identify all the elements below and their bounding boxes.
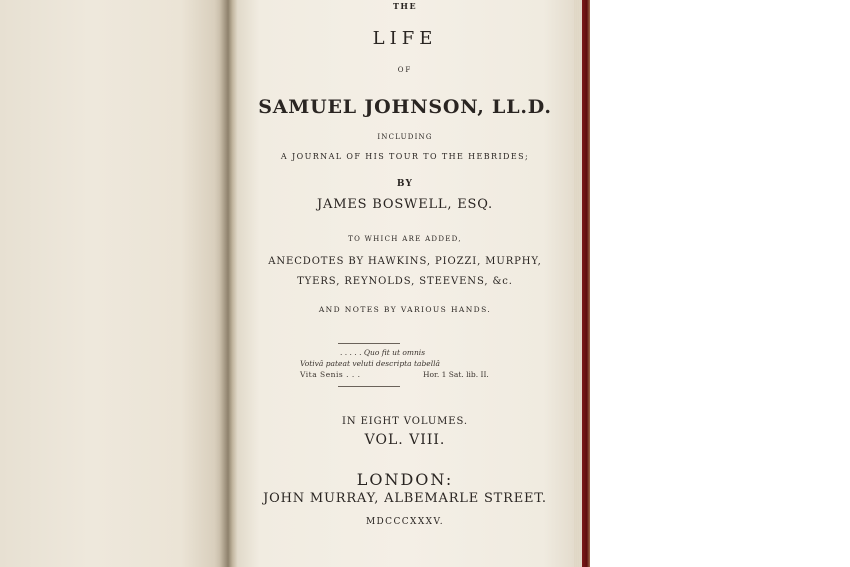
title-by: BY	[396, 179, 414, 189]
red-cover-edge	[582, 0, 590, 567]
epigraph-rule-bottom	[338, 386, 400, 387]
epigraph-line-2: Votivâ pateat veluti descripta tabellâ	[300, 359, 440, 368]
imprint-publisher: JOHN MURRAY, ALBEMARLE STREET.	[263, 491, 547, 506]
epigraph-line-1: . . . . . Quo fit ut omnis	[340, 348, 426, 357]
title-author: JAMES BOSWELL, ESQ.	[317, 197, 493, 212]
epigraph-line-3	[300, 369, 510, 380]
title-volumes: IN EIGHT VOLUMES.	[342, 416, 468, 427]
epigraph-rule-top	[338, 343, 400, 344]
epigraph-vita: Vita Senis . . .	[300, 370, 361, 379]
epigraph-citation: Hor. 1 Sat. lib. II.	[423, 370, 489, 379]
title-notes: AND NOTES BY VARIOUS HANDS.	[318, 305, 492, 314]
anecdotes-line-1: ANECDOTES BY HAWKINS, PIOZZI, MURPHY,	[268, 256, 542, 267]
title-including: INCLUDING	[377, 133, 433, 141]
white-background	[590, 0, 850, 567]
title-the: THE	[392, 1, 418, 11]
title-volume-number: VOL. VIII.	[364, 432, 446, 448]
title-subject-name: SAMUEL JOHNSON, LL.D.	[258, 96, 552, 118]
title-life: LIFE	[372, 28, 438, 49]
title-journal: A JOURNAL OF HIS TOUR TO THE HEBRIDES;	[280, 152, 530, 161]
title-of: OF	[397, 66, 413, 74]
imprint-year: MDCCCXXXV.	[365, 517, 445, 527]
imprint-city: LONDON:	[356, 470, 454, 489]
title-added: TO WHICH ARE ADDED,	[348, 235, 462, 243]
left-blank-page	[0, 0, 226, 567]
anecdotes-line-2: TYERS, REYNOLDS, STEEVENS, &c.	[297, 276, 513, 287]
epigraph	[300, 347, 510, 380]
